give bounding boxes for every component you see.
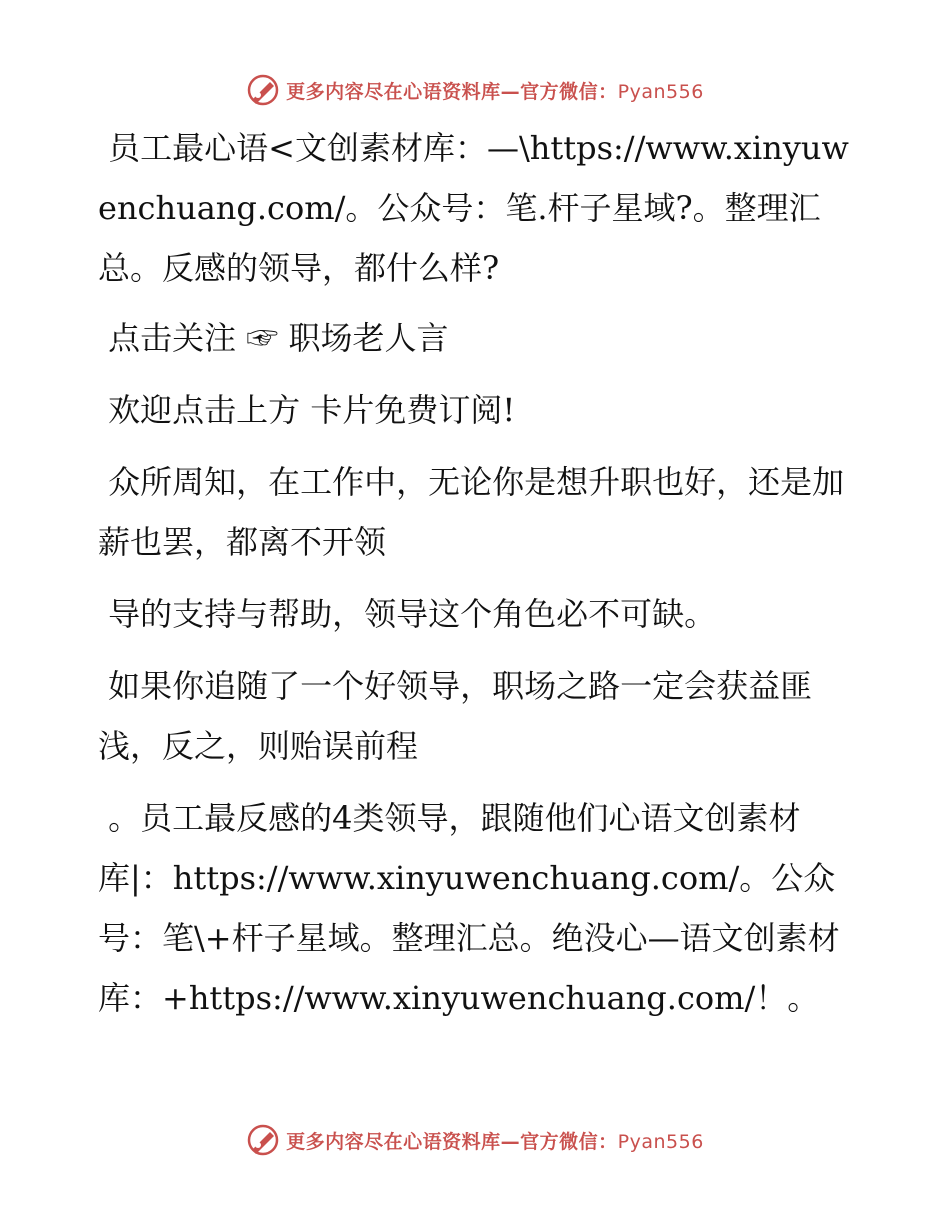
- footer-banner: [0, 1120, 950, 1160]
- banner-label: 更多内容尽在心语资料库—官方微信：: [286, 1130, 618, 1153]
- banner-wechat-id: Pyan556: [617, 80, 704, 103]
- paragraph: 点击关注 ☞ 职场老人言: [98, 319, 449, 357]
- paragraph: 导的支持与帮助，领导这个角色必不可缺。: [98, 595, 717, 633]
- banner-text: [286, 1127, 704, 1154]
- paragraph: 欢迎点击上方 卡片免费订阅!: [98, 391, 516, 429]
- header-banner: [0, 70, 950, 110]
- banner-text: [286, 77, 704, 104]
- paragraph: 如果你追随了一个好领导，职场之路一定会获益匪浅，反之，则贻误前程: [98, 667, 813, 765]
- paragraph: 员工最心语<文创素材库：—\https://www.xinyuwenchuang.com/。公众号：笔.杆子星域?。整理汇总。反感的领导，都什么样?: [98, 129, 849, 287]
- pen-logo-icon: [246, 73, 280, 107]
- banner-wechat-id: Pyan556: [617, 1130, 704, 1153]
- banner-label: 更多内容尽在心语资料库—官方微信：: [286, 80, 618, 103]
- pen-logo-icon: [246, 1123, 280, 1157]
- paragraph: 众所周知，在工作中，无论你是想升职也好，还是加薪也罢，都离不开领: [98, 463, 845, 561]
- paragraph: 。员工最反感的4类领导，跟随他们心语文创素材库|：https://www.xinyuwenchuang.com/。公众号：笔\+杆子星域。整理汇总。绝没心—语文创素材库：+https://www.xinyuwenchuang.com/！。: [98, 799, 840, 1017]
- document-body: [98, 118, 858, 1040]
